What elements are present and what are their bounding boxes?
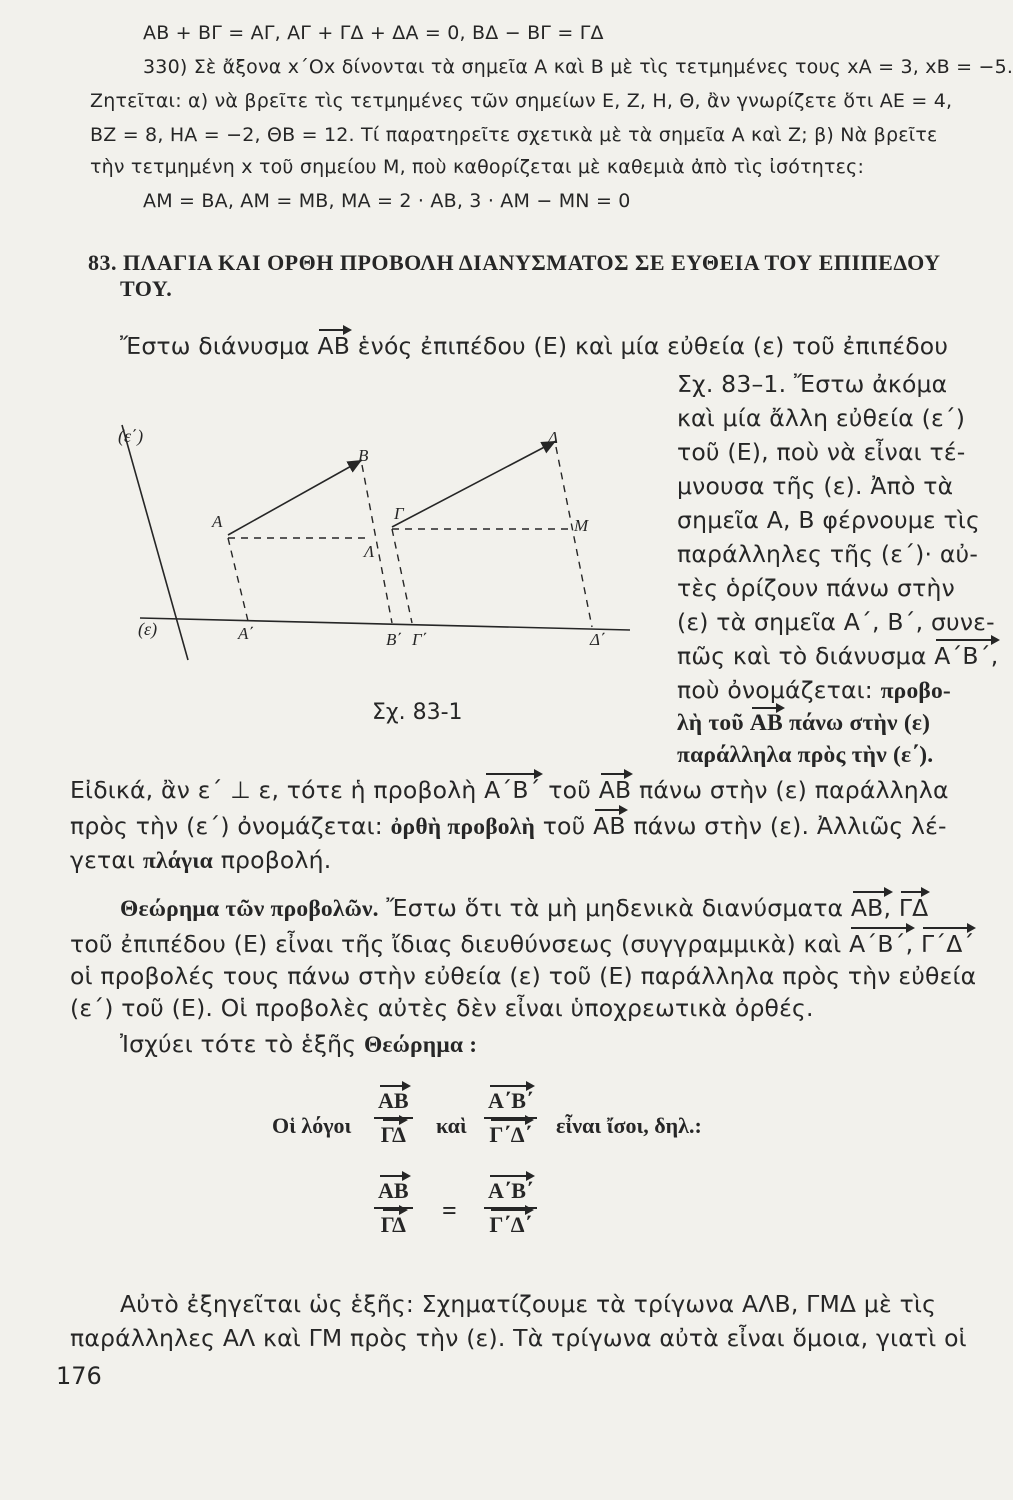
side-text-line-12: παράλληλα πρὸς τὴν (ε΄). [677,742,934,768]
figure-caption: Σχ. 83-1 [372,700,463,725]
section-heading-line-2: ΤΟΥ. [120,276,173,301]
vector-ab: ΑΒ [598,776,632,804]
intro-line: Ἔστω διάνυσμα ΑΒ ἑνός ἐπιπέδου (Ε) καὶ μία εὐθεία (ε) τοῦ ἐπιπέδου [120,332,949,360]
exercise-330-line-2: Ζητεῖται: α) νὰ βρεῖτε τὶς τετμημένες τῶν σημείων Ε, Ζ, Η, Θ, ἂν γνωρίζετε ὅτι ΑΕ = 4, [90,90,953,112]
closing-line-2: παράλληλες ΑΛ καὶ ΓΜ πρὸς τὴν (ε). Τὰ τρίγωνα αὐτὰ εἶναι ὅμοια, γιατὶ οἱ [70,1324,967,1352]
label-gamma-prime: Γ΄ [412,630,428,649]
theorem-line-2: τοῦ ἐπιπέδου (Ε) εἶναι τῆς ἴδιας διευθύνσεως (συγγραμμικὰ) καὶ Α΄Β΄, Γ΄Δ΄ [70,930,975,958]
equation-left-fraction: ΑΒ ΓΔ [374,1178,413,1238]
section-number: 83. [88,250,117,275]
fraction-a-prime-b-prime-over-gamma-prime-delta-prime: Α΄Β΄ Γ΄Δ΄ [484,1088,537,1148]
formula-lead: Οἱ λόγοι [272,1113,352,1138]
dashed-a-a-prime [228,538,248,621]
vector-equations-line: ΑΒ + ΒΓ = ΑΓ, ΑΓ + ΓΔ + ΔΑ = 0, ΒΔ − ΒΓ = ΓΔ [143,22,604,44]
theorem-line-4: (ε΄) τοῦ (Ε). Οἱ προβολὲς αὐτὲς δὲν εἶναι ὑποχρεωτικὰ ὀρθές. [70,994,814,1022]
side-text-line-9: πῶς καὶ τὸ διάνυσμα Α΄Β΄, [677,642,999,670]
theorem-line-1: Θεώρημα τῶν προβολῶν. Ἔστω ὅτι τὰ μὴ μηδενικὰ διανύσματα ΑΒ, ΓΔ [120,894,929,922]
page-number: 176 [56,1362,102,1390]
section-title: ΠΛΑΓΙΑ ΚΑΙ ΟΡΘΗ ΠΡΟΒΟΛΗ ΔΙΑΝΥΣΜΑΤΟΣ ΣΕ ΕΥΘΕΙΑ ΤΟΥ ΕΠΙΠΕΔΟΥ [123,250,941,275]
side-text-line-6: παράλληλες τῆς (ε΄)· αὐ- [677,540,979,568]
exercise-330-equalities: ΑΜ = ΒΑ, ΑΜ = ΜΒ, ΜΑ = 2 · ΑΒ, 3 · ΑΜ − ΜΝ = 0 [143,190,631,212]
side-text-line-5: σημεῖα Α, Β φέρνουμε τὶς [677,506,981,534]
vector-a-prime-b-prime: Α΄Β΄, [849,930,914,958]
label-delta-prime: Δ΄ [590,630,606,649]
formula-and: καὶ [436,1113,467,1138]
label-gamma: Γ [394,504,404,523]
para2-line-1: Εἰδικά, ἂν ε΄ ⊥ ε, τότε ἡ προβολὴ Α΄Β΄ τοῦ ΑΒ πάνω στὴν (ε) παράλληλα [70,776,949,804]
vector-gamma-delta: ΓΔ [898,894,929,922]
dashed-gamma-gamma-prime [392,529,412,623]
vector-ab: ΑΒ, [850,894,892,922]
dashed-delta-delta-prime [556,447,592,627]
exercise-330-line-3: ΒΖ = 8, ΗΑ = −2, ΘΒ = 12. Τί παρατηρεῖτε σχετικὰ μὲ τὰ σημεῖα Α καὶ Ζ; β) Νὰ βρεῖτε [90,124,938,146]
side-text-line-10: ποὺ ὀνομάζεται: προβο- [677,676,951,704]
label-delta: Δ [548,428,558,447]
equation-right-fraction: Α΄Β΄ Γ΄Δ΄ [484,1178,537,1238]
side-text-line-3: τοῦ (Ε), ποὺ νὰ εἶναι τέ- [677,438,966,466]
side-text-line-11: λὴ τοῦ ΑΒ πάνω στὴν (ε) [677,710,931,736]
label-m: Μ [574,516,589,535]
label-epsilon: (ε) [138,619,158,639]
label-b-prime: Β΄ [386,630,403,649]
label-b: Β [358,446,369,465]
side-text-line-1: Σχ. 83–1. Ἔστω ἀκόμα [677,370,948,398]
theorem-line-3: οἱ προβολές τους πάνω στὴν εὐθεία (ε) τοῦ (Ε) παράλληλα πρὸς τὴν εὐθεία [70,962,977,990]
label-lambda: Λ [364,542,375,561]
fraction-ab-over-gamma-delta: ΑΒ ΓΔ [374,1088,413,1148]
equals-sign: = [442,1196,457,1225]
label-a: Α [212,512,223,531]
label-epsilon-prime: (ε΄) [118,426,144,446]
vector-ab: ΑΒ [593,812,626,840]
vector-gamma-prime-delta-prime: Γ΄Δ΄ [920,930,975,958]
side-text-line-8: (ε) τὰ σημεῖα Α΄, Β΄, συνε- [677,608,995,636]
vector-a-prime-b-prime: Α΄Β΄ [484,776,541,804]
side-text-line-4: μνουσα τῆς (ε). Ἀπὸ τὰ [677,472,954,500]
para2-line-3: γεται πλάγια προβολή. [70,846,332,874]
theorem-title: Θεώρημα τῶν προβολῶν. [120,896,379,922]
formula-tail: εἶναι ἴσοι, δηλ.: [556,1113,702,1138]
vector-ab: ΑΒ [749,710,783,736]
closing-line-1: Αὐτὸ ἐξηγεῖται ὡς ἑξῆς: Σχηματίζουμε τὰ τρίγωνα ΑΛΒ, ΓΜΔ μὲ τὶς [120,1290,937,1318]
line-epsilon [140,618,630,630]
vector-a-prime-b-prime: Α΄Β΄, [934,642,999,670]
vector-ab: ΑΒ [317,332,351,360]
vector-ab-arrow [228,460,362,535]
vector-gamma-delta-arrow [392,441,556,527]
side-text-line-7: τὲς ὁρίζουν πάνω στὴν [677,574,955,602]
exercise-330-line-1: 330) Σὲ ἄξονα x΄Οx δίνονται τὰ σημεῖα Α καὶ Β μὲ τὶς τετμημένες τους xΑ = 3, xΒ = −5. [143,56,1013,78]
exercise-330-line-4: τὴν τετμημένη x τοῦ σημείου Μ, ποὺ καθορίζεται μὲ καθεμιὰ ἀπὸ τὶς ἰσότητες: [90,156,865,178]
figure-83-1 [100,405,660,725]
para2-line-2: πρὸς τὴν (ε΄) ὀνομάζεται: ὀρθὴ προβολὴ τοῦ ΑΒ πάνω στὴν (ε). Ἀλλιῶς λέ- [70,812,947,840]
theorem-line-5: Ἰσχύει τότε τὸ ἑξῆς Θεώρημα : [120,1030,478,1058]
section-heading [88,250,941,276]
side-text-line-2: καὶ μία ἄλλη εὐθεία (ε΄) [677,404,966,432]
label-a-prime: Α΄ [238,624,255,643]
